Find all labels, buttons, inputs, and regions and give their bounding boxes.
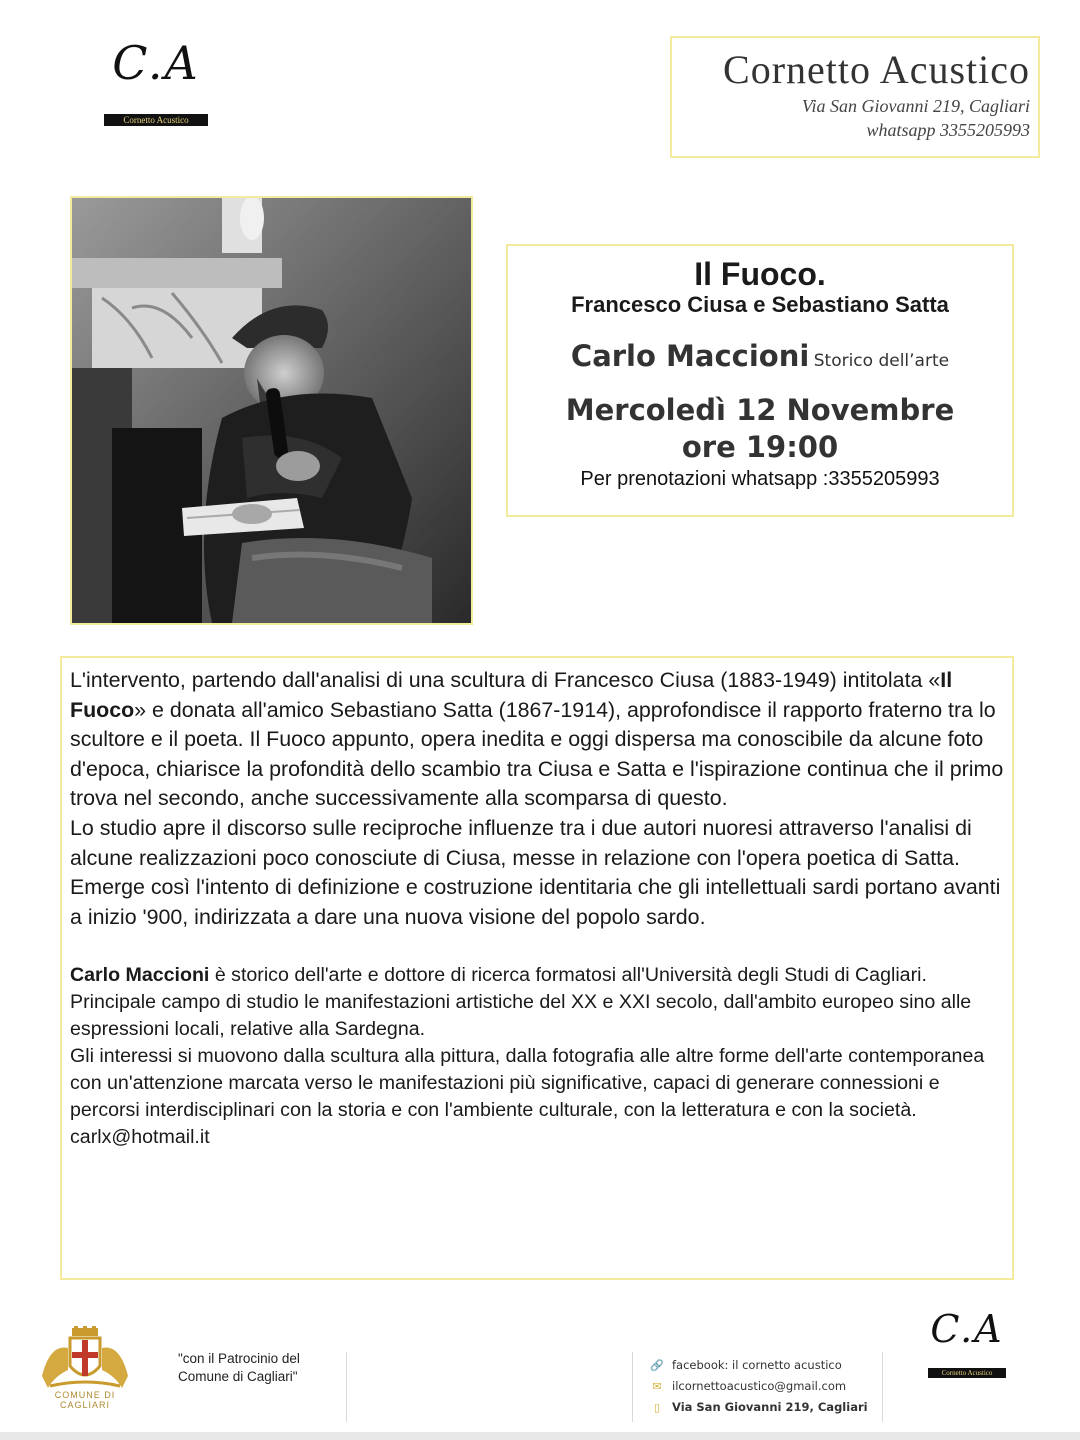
speaker-role: Storico dell’arte xyxy=(813,351,950,371)
bottom-strip xyxy=(0,1432,1080,1440)
bio-text: è storico dell'arte e dottore di ricerca formatosi all'Università degli Studi di Cagliari. xyxy=(209,964,927,987)
bio-name: Carlo Maccioni xyxy=(70,964,210,987)
bio-interests-paragraph: Gli interessi si muovono dalla scultura alla pittura, dalla fotografia alle altre forme dell'arte contemporanea con un'attenzione marcata verso le manifestazioni più significative, capaci di generare connessioni e percorsi interdisciplinari con la storia e con l'ambiente culturale, con la letteratura e con la società. xyxy=(70,1045,985,1122)
booking-info: Per prenotazioni whatsapp :3355205993 xyxy=(580,468,940,490)
bio-field-paragraph: Principale campo di studio le manifestazioni artistiche del XX e XXI secolo, dall'ambito europeo sino alle espressioni locali, relative alla Sardegna. xyxy=(70,991,972,1041)
bio-email: carlx@hotmail.it xyxy=(70,1126,210,1149)
artwork-title: Il Fuoco xyxy=(70,668,953,722)
logo-monogram: C.A xyxy=(930,1307,1004,1351)
bio-paragraph xyxy=(70,962,1006,989)
venue-title: Cornetto Acustico xyxy=(723,47,1030,92)
footer-divider xyxy=(346,1352,347,1422)
phone-icon: ▯ xyxy=(653,1401,661,1414)
venue-header xyxy=(670,36,1040,158)
contact-facebook xyxy=(650,1355,868,1376)
speaker-line xyxy=(508,338,1012,380)
contact-list xyxy=(650,1355,868,1418)
cornetto-acustico-logo-small xyxy=(928,1307,1006,1384)
venue-address: Via San Giovanni 219, Cagliari xyxy=(801,96,1030,116)
event-title: Il Fuoco. xyxy=(694,256,826,292)
sculptor-photo xyxy=(70,196,473,625)
footer-divider xyxy=(882,1352,883,1422)
logo-label: Cornetto Acustico xyxy=(928,1368,1006,1378)
link-icon: 🔗 xyxy=(650,1359,664,1372)
patronage-note: "con il Patrocinio del Comune di Cagliari" xyxy=(178,1351,300,1384)
event-date: Mercoledì 12 Novembre ore 19:00 xyxy=(565,393,955,464)
comune-crest xyxy=(30,1326,140,1398)
intro-paragraph xyxy=(70,666,1006,814)
envelope-icon: ✉ xyxy=(652,1380,662,1393)
contact-email xyxy=(650,1376,868,1397)
contact-address xyxy=(650,1397,868,1418)
event-info-box xyxy=(506,244,1014,517)
intro-text-end: » e donata all'amico Sebastiano Satta (1867-1914), approfondisce il rapporto fraterno tra lo scultore e il poeta. Il Fuoco appunto, opera inedita e oggi dispersa ma conoscibile da alcune foto d'epoca, chiarisce la profondità dello scambio tra Ciusa e Satta e l'ispirazione continua che il primo trova nel secondo, anche successivamente alla scomparsa di questo. xyxy=(70,697,1004,811)
address-text: Via San Giovanni 219, Cagliari xyxy=(672,1400,868,1414)
study-paragraph: Lo studio apre il discorso sulle reciproche influenze tra i due autori nuoresi attraverso l'analisi di alcune realizzazioni poco conosciute di Ciusa, messe in relazione con l'opera poetica di Satta. Emerge così l'intento di definizione e costruzione identitaria che gli intellettuali sardi portano avanti a inizio '900, indirizzata a dare una nuova visione del popolo sardo. xyxy=(70,815,1001,929)
venue-whatsapp: whatsapp 3355205993 xyxy=(866,120,1030,140)
event-description xyxy=(60,656,1014,1280)
footer-divider xyxy=(632,1352,633,1422)
cornetto-acustico-logo xyxy=(104,36,208,132)
email-text: ilcornettoacustico@gmail.com xyxy=(672,1379,847,1393)
facebook-text: facebook: il cornetto acustico xyxy=(672,1358,842,1372)
logo-monogram: C.A xyxy=(112,36,200,90)
sculptor-reading-image xyxy=(72,198,471,623)
crest-label: COMUNE DI CAGLIARI xyxy=(54,1390,116,1410)
crest-icon xyxy=(30,1326,140,1390)
logo-label: Cornetto Acustico xyxy=(104,114,208,126)
speaker-name: Carlo Maccioni xyxy=(570,339,810,373)
event-subtitle: Francesco Ciusa e Sebastiano Satta xyxy=(571,292,949,317)
intro-text-start: L'intervento, partendo dall'analisi di una scultura di Francesco Ciusa (1883-1949) intitolata « xyxy=(70,668,941,692)
